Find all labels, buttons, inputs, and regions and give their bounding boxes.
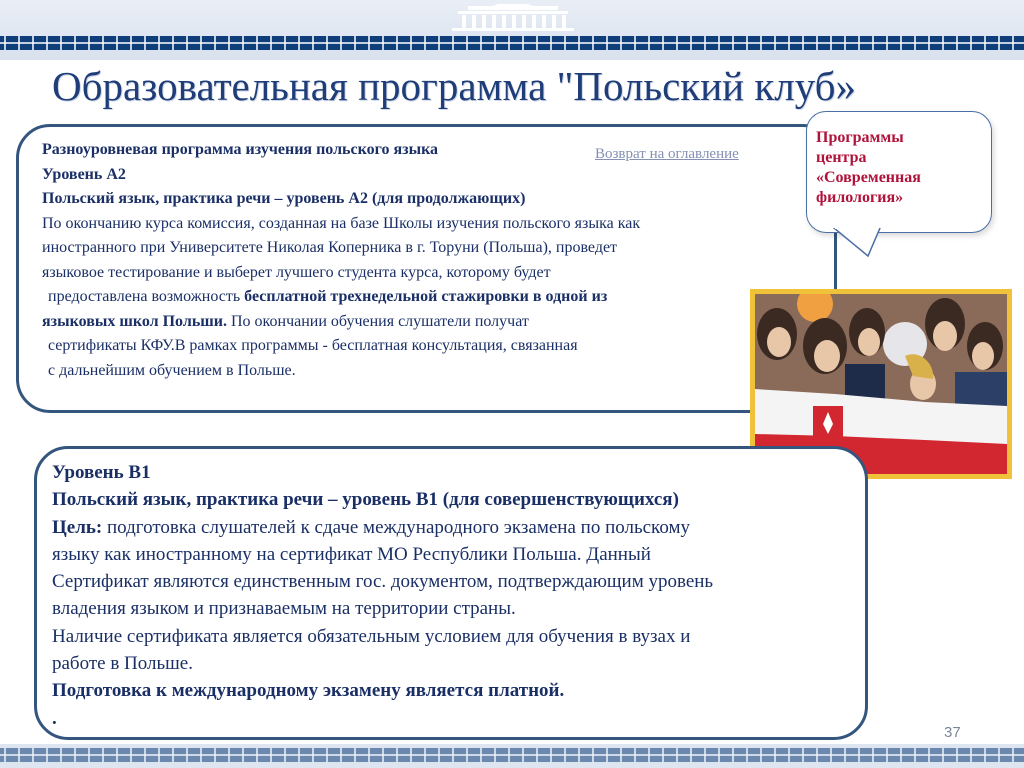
a2-text-line: По окончанию курса комиссия, созданная на базе Школы изучения польского языка как [42,214,641,232]
a2-text-line [42,285,792,310]
paid-exam-note: Подготовка к международному экзамену является платной. [52,680,565,702]
b1-text-line: владения языком и признаваемым на территории страны. [52,598,516,620]
b1-text-normal: подготовка слушателей к сдаче международного экзамена по польскому [102,516,690,538]
b1-text-line: Наличие сертификата является обязательным условием для обучения в вузах и [52,625,691,647]
level-a2-label: Уровень А2 [42,165,126,183]
university-building-logo [438,4,588,32]
callout-text [816,128,986,208]
b1-text-line [52,514,862,541]
b1-trailing-dot: . [52,707,57,729]
a2-text-line: сертификаты КФУ.В рамках программы - бесплатная консультация, связанная [48,337,578,354]
greek-key-border-bottom [0,748,1024,762]
b1-text-line: языку как иностранному на сертификат МО Республики Польша. Данный [52,543,651,565]
a2-text-line [42,310,792,335]
a2-text-line: иностранного при Университете Николая Коперника в г. Торуни (Польша), проведет [42,239,618,256]
goal-label: Цель: [52,516,103,538]
callout-line: Программы [816,129,904,146]
callout-line: «Современная [816,169,921,186]
greek-key-border-top [0,36,1024,50]
back-to-contents-link[interactable]: Возврат на оглавление [595,146,739,162]
slide-title: Образовательная программа "Польский клуб» [52,63,857,109]
page-number: 37 [944,724,961,741]
level-b1-label: Уровень В1 [52,462,151,483]
internship-highlight: бесплатной трехнедельной стажировки в одной из [244,288,608,305]
course-b1-title: Польский язык, практика речи – уровень В1 (для совершенствующихся) [52,489,679,511]
a2-text-line: языковое тестирование и выберет лучшего студента курса, которому будет [42,263,551,281]
a2-text-line: с дальнейшим обучением в Польше. [48,361,296,379]
b1-text-line: Сертификат являются единственным гос. документом, подтверждающим уровень [52,571,714,593]
callout-line: филология» [816,189,904,206]
a2-text-normal: По окончании обучения слушатели получат [227,312,529,330]
callout-tail [830,228,900,258]
a2-text-normal: предоставлена возможность [48,288,245,305]
course-a2-title: Польский язык, практика речи – уровень А2 (для продолжающих) [42,190,526,207]
schools-highlight: языковых школ Польши. [42,312,227,330]
callout-line: центра [816,149,867,166]
program-heading: Разноуровневая программа изучения польского языка [42,141,439,158]
b1-text-line: работе в Польше. [52,653,193,675]
level-a2-text [42,138,792,383]
level-b1-text [52,459,862,732]
